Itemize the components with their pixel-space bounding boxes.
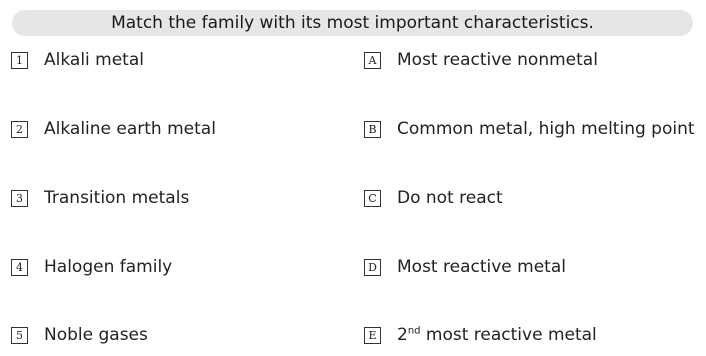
number-badge-2: 2 — [11, 121, 28, 138]
characteristic-e-rest: most reactive metal — [420, 325, 597, 345]
instruction-text: Match the family with its most important characteristics. — [111, 13, 594, 33]
left-item-2 — [11, 119, 216, 139]
family-halogen: Halogen family — [44, 257, 173, 277]
characteristic-b: Common metal, high melting point — [397, 119, 695, 139]
left-item-3 — [11, 188, 189, 208]
right-item-d — [364, 257, 566, 277]
characteristic-e — [397, 325, 597, 345]
characteristic-a: Most reactive nonmetal — [397, 50, 598, 70]
right-item-e — [364, 325, 597, 345]
right-item-a — [364, 50, 598, 70]
family-transition-metals: Transition metals — [44, 188, 190, 208]
instruction-banner — [12, 10, 693, 36]
number-badge-1: 1 — [11, 52, 28, 69]
family-alkaline-earth-metal: Alkaline earth metal — [44, 119, 216, 139]
left-item-1 — [11, 50, 144, 70]
characteristic-e-ordinal: nd — [407, 325, 421, 337]
family-alkali-metal: Alkali metal — [44, 50, 144, 70]
letter-badge-d: D — [364, 259, 381, 276]
letter-badge-a: A — [364, 52, 381, 69]
letter-badge-c: C — [364, 190, 381, 207]
characteristic-d: Most reactive metal — [397, 257, 566, 277]
left-item-5 — [11, 325, 148, 345]
letter-badge-b: B — [364, 121, 381, 138]
number-badge-4: 4 — [11, 259, 28, 276]
characteristic-e-number: 2 — [397, 325, 408, 345]
characteristic-c: Do not react — [397, 188, 503, 208]
number-badge-3: 3 — [11, 190, 28, 207]
right-item-c — [364, 188, 503, 208]
letter-badge-e: E — [364, 327, 381, 344]
right-item-b — [364, 119, 695, 139]
left-item-4 — [11, 257, 172, 277]
number-badge-5: 5 — [11, 327, 28, 344]
family-noble-gases: Noble gases — [44, 325, 148, 345]
